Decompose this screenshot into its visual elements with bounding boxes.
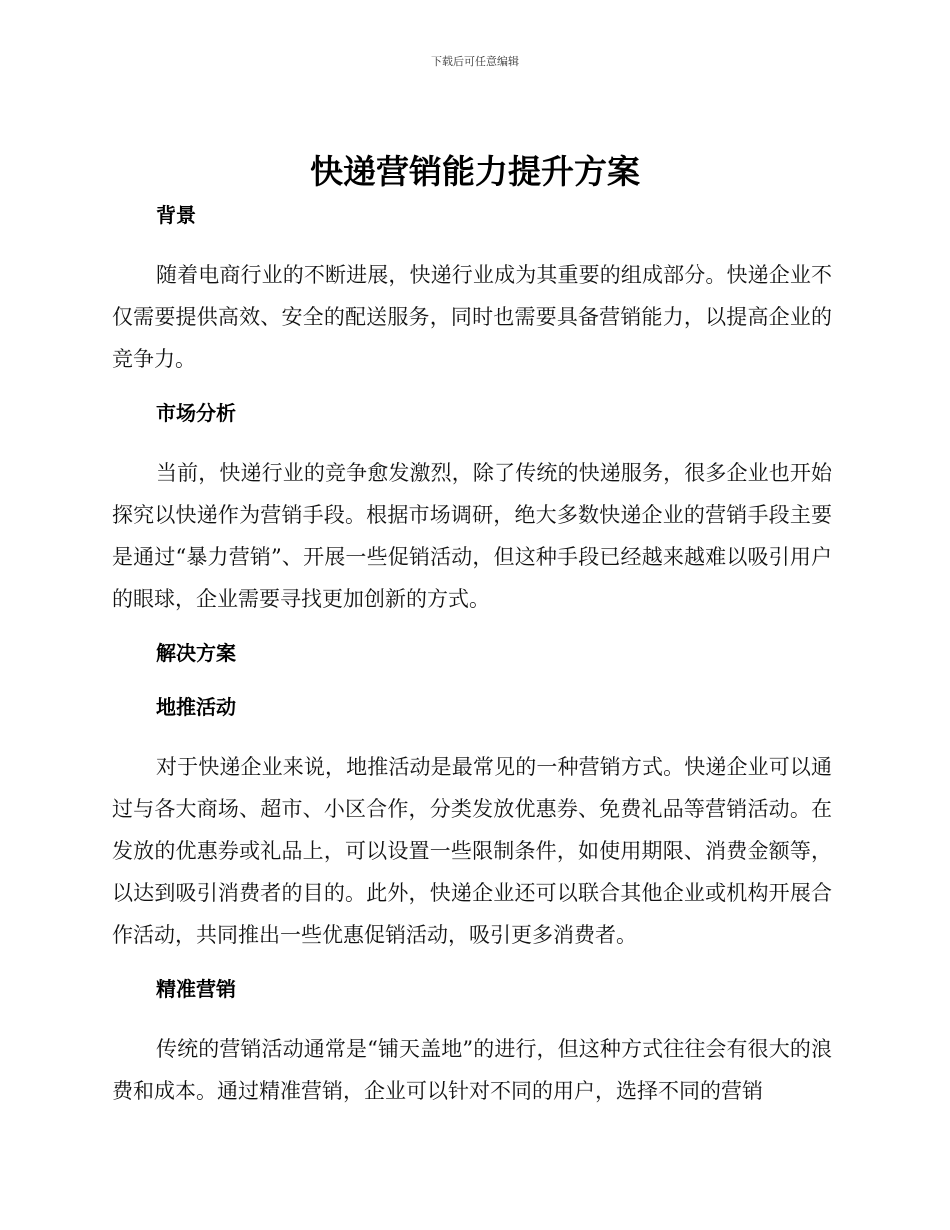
section-heading-ground-promotion: 地推活动 [156, 695, 236, 719]
section-heading-precision-marketing: 精准营销 [156, 977, 236, 1001]
section-paragraph-precision-marketing: 传统的营销活动通常是“铺天盖地”的进行，但这种方式往往会有很大的浪费和成本。通过精准营销，企业可以针对不同的用户，选择不同的营销 [112, 1037, 832, 1103]
header-note: 下载后可任意编辑 [431, 55, 519, 68]
section-paragraph-market-analysis: 当前，快递行业的竞争愈发激烈，除了传统的快递服务，很多企业也开始探究以快递作为营销手段。根据市场调研，绝大多数快递企业的营销手段主要是通过“暴力营销”、开展一些促销活动，但这种手段已经越来越难以吸引用户的眼球，企业需要寻找更加创新的方式。 [112, 461, 832, 611]
document-title: 快递营销能力提升方案 [310, 152, 640, 191]
document-body [112, 200, 832, 1112]
section-heading-background: 背景 [156, 203, 196, 227]
section-paragraph-ground-promotion: 对于快递企业来说，地推活动是最常见的一种营销方式。快递企业可以通过与各大商场、超市、小区合作，分类发放优惠券、免费礼品等营销活动。在发放的优惠券或礼品上，可以设置一些限制条件，如使用期限、消费金额等，以达到吸引消费者的目的。此外，快递企业还可以联合其他企业或机构开展合作活动，共同推出一些优惠促销活动，吸引更多消费者。 [112, 755, 832, 947]
section-heading-market-analysis: 市场分析 [156, 401, 236, 425]
section-heading-solution: 解决方案 [156, 641, 236, 665]
section-paragraph-background: 随着电商行业的不断进展，快递行业成为其重要的组成部分。快递企业不仅需要提供高效、安全的配送服务，同时也需要具备营销能力，以提高企业的竞争力。 [112, 263, 832, 371]
